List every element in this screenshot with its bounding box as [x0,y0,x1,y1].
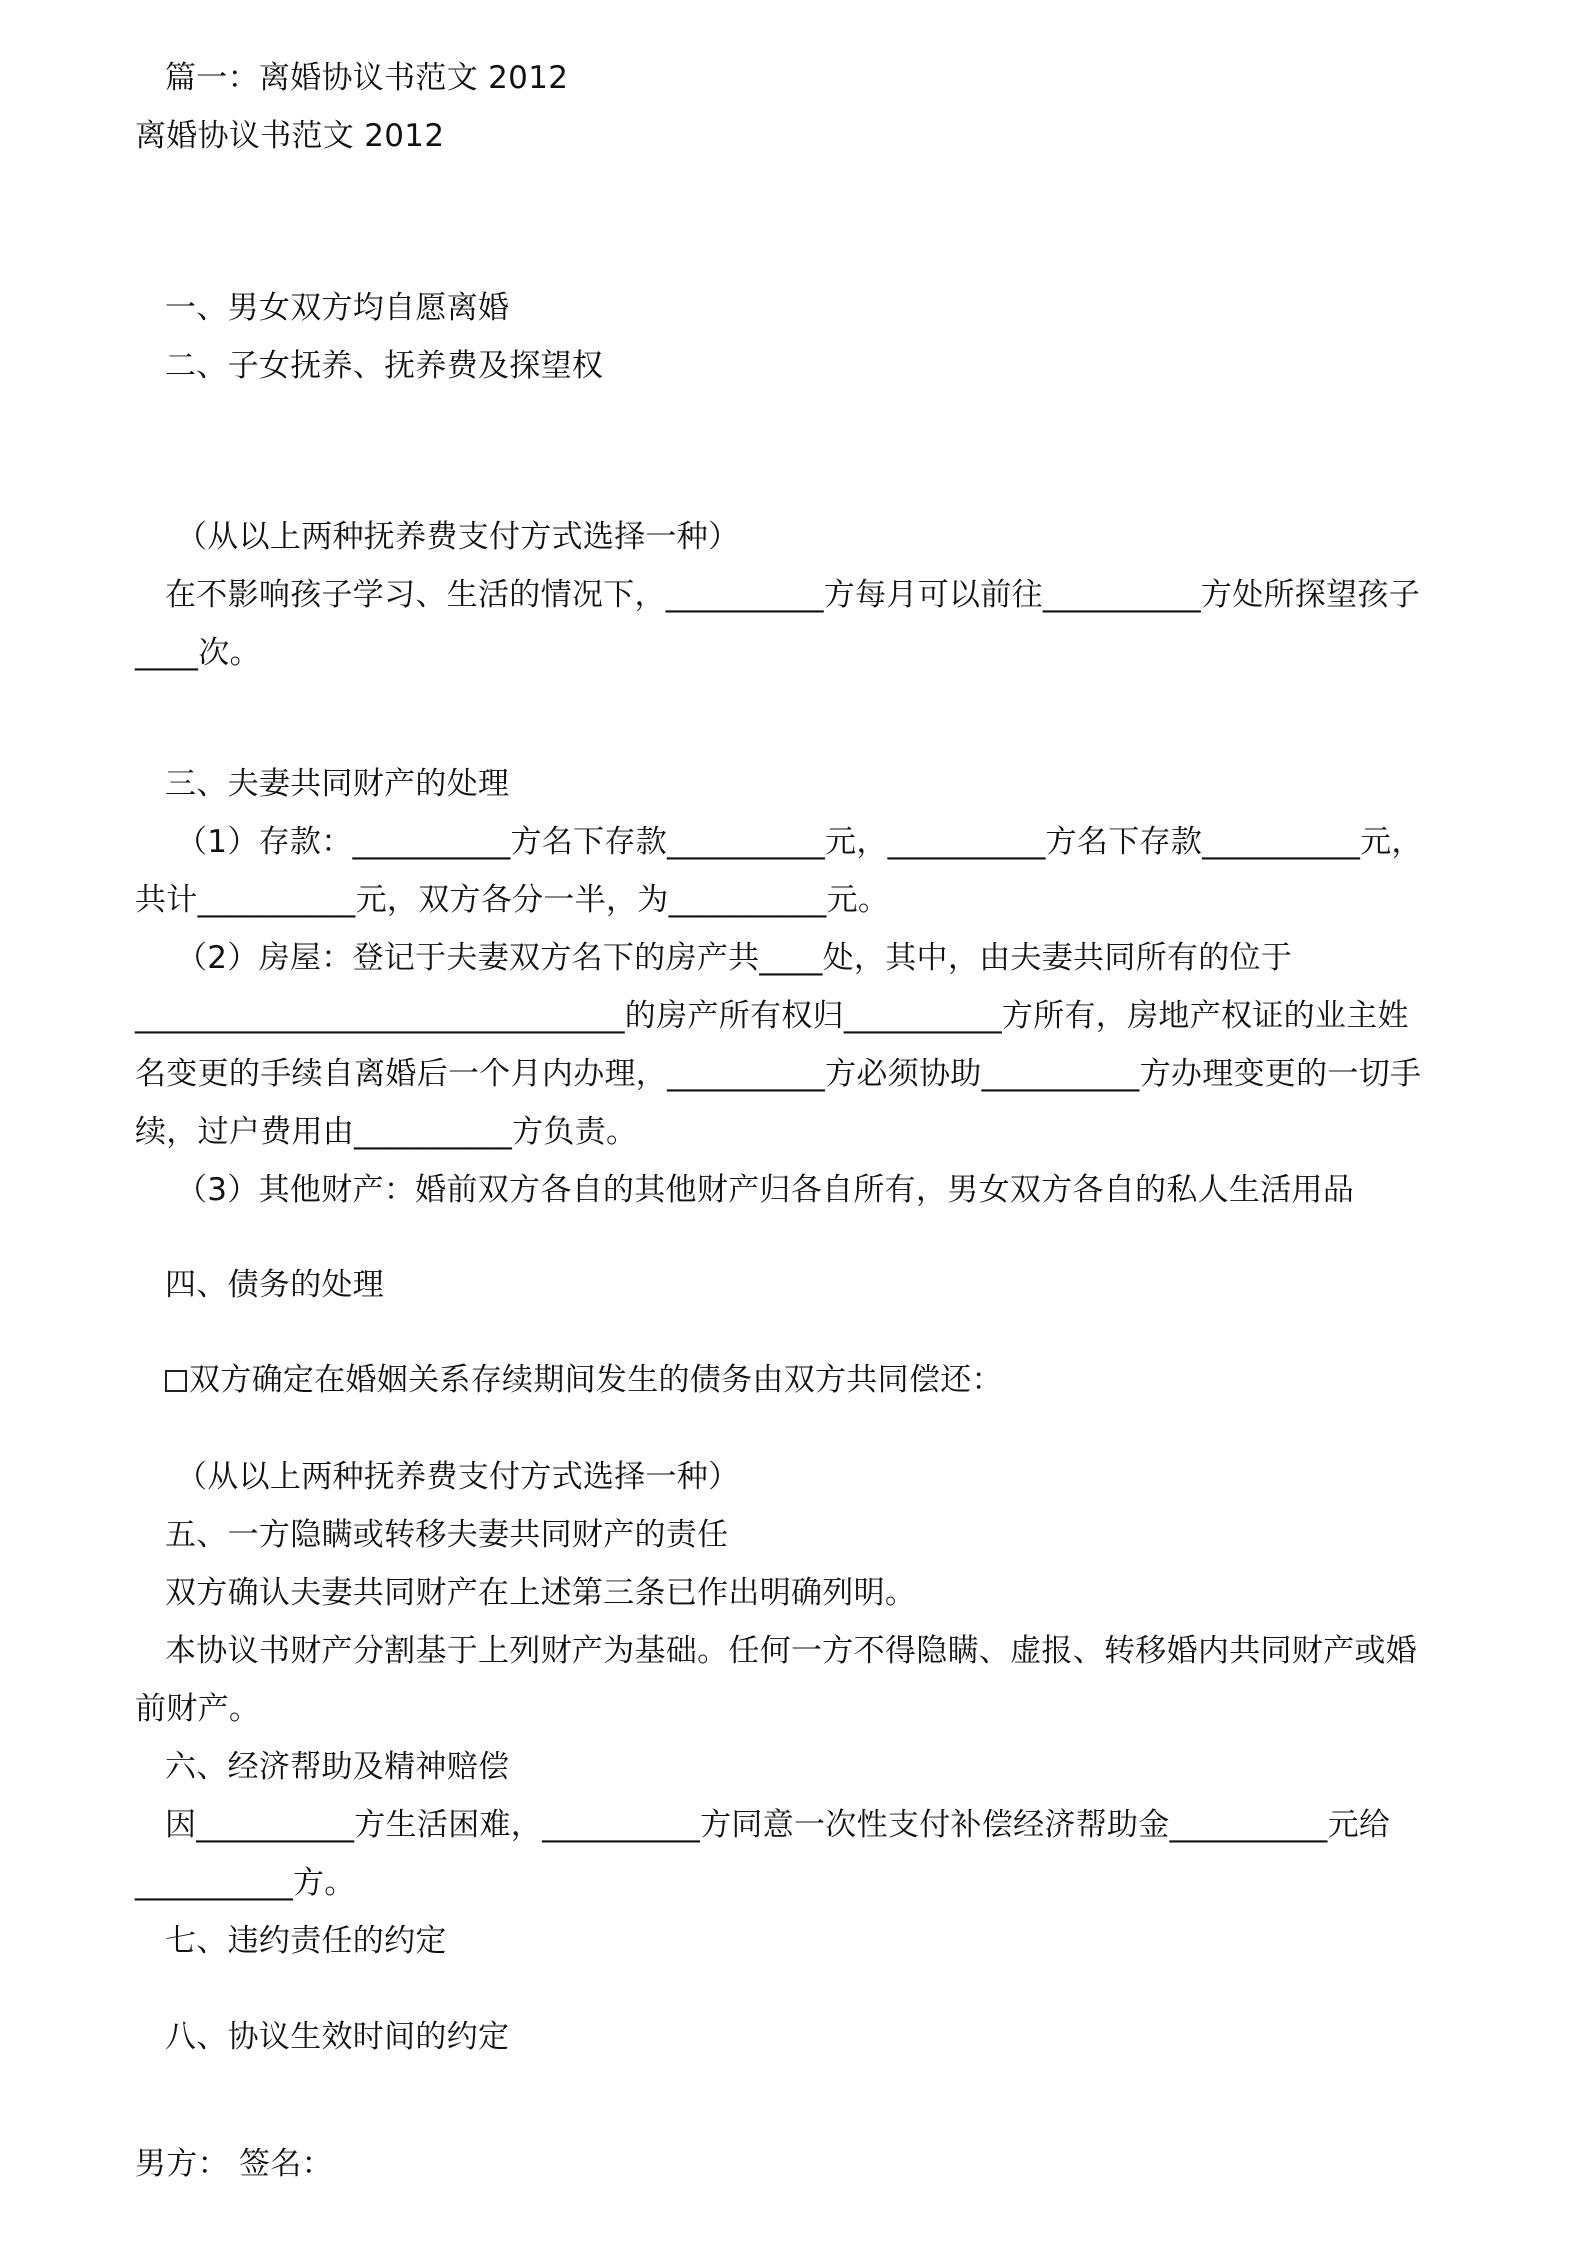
section-8-heading: 八、协议生效时间的约定 [165,2019,510,2055]
house-paragraph-cont-1: _______________________________的房产所有权归__________方所有，房地产权证的业主姓 [135,998,1409,1034]
section-2-heading: 二、子女抚养、抚养费及探望权 [165,348,604,384]
confirm-paragraph: 双方确认夫妻共同财产在上述第三条已作出明确列明。 [165,1575,917,1611]
section-3-heading: 三、夫妻共同财产的处理 [165,766,510,802]
debt-text: 双方确定在婚姻关系存续期间发生的债务由双方共同偿还： [189,1362,1003,1398]
choice-note-2: （从以上两种抚养费支付方式选择一种） [176,1459,740,1495]
visitation-paragraph-cont: ____次。 [135,635,261,671]
visitation-paragraph: 在不影响孩子学习、生活的情况下，__________方每月可以前往__________方处所探望孩子 [165,577,1420,613]
split-paragraph: 本协议书财产分割基于上列财产为基础。任何一方不得隐瞒、虚报、转移婚内共同财产或婚 [165,1633,1417,1669]
document-heading: 篇一：离婚协议书范文 2012 [165,60,569,96]
other-property-paragraph: （3）其他财产：婚前双方各自的其他财产归各自所有，男女双方各自的私人生活用品 [176,1172,1355,1208]
house-paragraph-cont-3: 续，过户费用由__________方负责。 [135,1114,638,1150]
help-paragraph: 因__________方生活困难，__________方同意一次性支付补偿经济帮助金__________元给 [165,1807,1391,1843]
deposit-paragraph: （1）存款：__________方名下存款__________元，__________方名下存款__________元， [176,824,1423,860]
deposit-paragraph-cont: 共计__________元，双方各分一半，为__________元。 [135,882,890,918]
signature-line: 男方： 签名： [135,2146,333,2182]
debt-paragraph [165,1360,1003,1400]
split-paragraph-cont: 前财产。 [135,1691,261,1727]
help-paragraph-cont: __________方。 [135,1865,356,1901]
section-1-heading: 一、男女双方均自愿离婚 [165,290,510,326]
house-paragraph: （2）房屋：登记于夫妻双方名下的房产共____处，其中，由夫妻共同所有的位于 [176,940,1293,976]
checkbox-icon [165,1370,187,1392]
section-7-heading: 七、违约责任的约定 [165,1923,447,1959]
section-4-heading: 四、债务的处理 [165,1267,385,1303]
house-paragraph-cont-2: 名变更的手续自离婚后一个月内办理，__________方必须协助__________方办理变更的一切手 [135,1056,1422,1092]
document-title: 离婚协议书范文 2012 [135,118,445,154]
choice-note: （从以上两种抚养费支付方式选择一种） [176,519,740,555]
section-5-heading: 五、一方隐瞒或转移夫妻共同财产的责任 [165,1517,729,1553]
section-6-heading: 六、经济帮助及精神赔偿 [165,1749,510,1785]
